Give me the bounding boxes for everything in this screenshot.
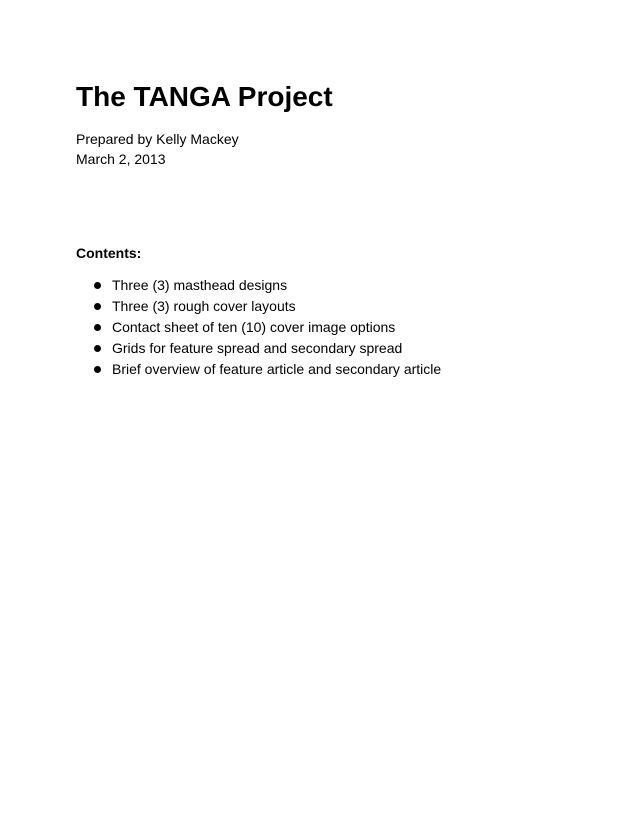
list-item xyxy=(92,296,441,317)
list-item-text: Contact sheet of ten (10) cover image options xyxy=(112,319,396,335)
list-item xyxy=(92,359,441,380)
bullet-icon xyxy=(94,366,101,373)
bullet-icon xyxy=(94,345,101,352)
list-item-text: Three (3) rough cover layouts xyxy=(112,298,296,314)
bullet-icon xyxy=(94,282,101,289)
bullet-icon xyxy=(94,303,101,310)
prepared-by-line: Prepared by Kelly Mackey xyxy=(76,131,239,147)
bullet-icon xyxy=(94,324,101,331)
list-item-text: Grids for feature spread and secondary spread xyxy=(112,340,403,356)
contents-list xyxy=(92,275,441,380)
list-item-text: Brief overview of feature article and secondary article xyxy=(112,361,442,377)
list-item xyxy=(92,275,441,296)
list-item xyxy=(92,338,441,359)
list-item xyxy=(92,317,441,338)
document-date: March 2, 2013 xyxy=(76,151,166,167)
contents-heading: Contents: xyxy=(76,245,142,261)
document-title: The TANGA Project xyxy=(76,81,333,112)
document-meta xyxy=(76,129,239,169)
list-item-text: Three (3) masthead designs xyxy=(112,277,288,293)
